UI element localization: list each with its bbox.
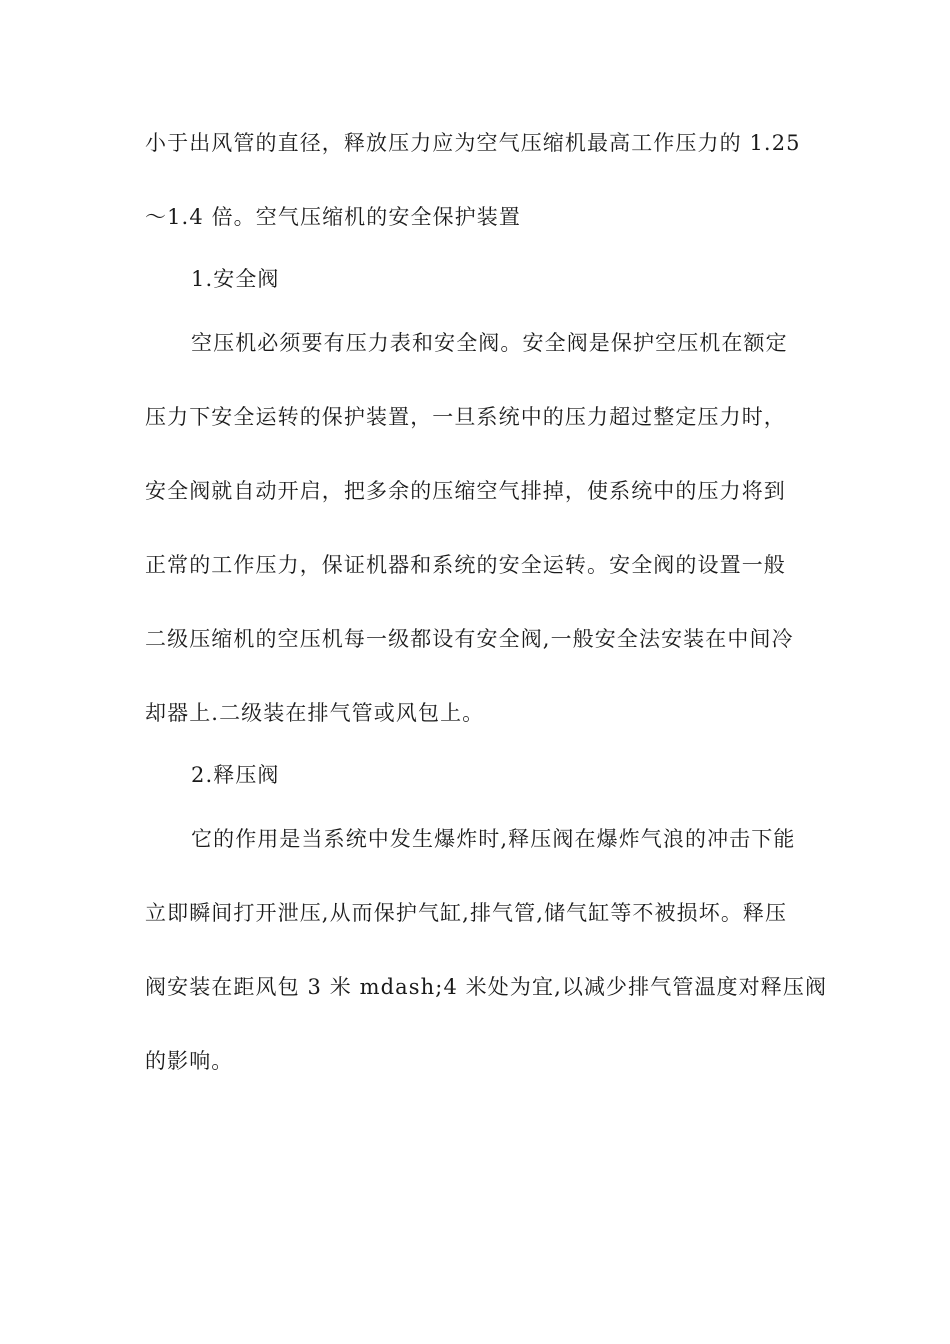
paragraph-line: 小于出风管的直径，释放压力应为空气压缩机最高工作压力的 1.25: [145, 131, 801, 155]
paragraph-line: 立即瞬间打开泄压,从而保护气缸,排气管,储气缸等不被损坏。释压: [145, 901, 788, 925]
paragraph-line: 安全阀就自动开启，把多余的压缩空气排掉，使系统中的压力将到: [145, 479, 786, 503]
document-body: [145, 131, 828, 1073]
paragraph-line: 阀安装在距风包 3 米 mdash;4 米处为宜,以减少排气管温度对释压阀: [145, 975, 828, 999]
section-heading-pressure-relief-valve: 2.释压阀: [191, 763, 280, 787]
paragraph-line: 空压机必须要有压力表和安全阀。安全阀是保护空压机在额定: [191, 331, 788, 355]
paragraph-line: 它的作用是当系统中发生爆炸时,释压阀在爆炸气浪的冲击下能: [191, 827, 796, 851]
paragraph-line: 二级压缩机的空压机每一级都设有安全阀,一般安全法安装在中间冷: [145, 627, 794, 651]
paragraph-line: 却器上.二级装在排气管或风包上。: [145, 701, 485, 725]
paragraph-line: 的影响。: [145, 1049, 234, 1073]
section-heading-safety-valve: 1.安全阀: [191, 267, 280, 291]
paragraph-line: 压力下安全运转的保护装置，一旦系统中的压力超过整定压力时，: [145, 405, 786, 429]
paragraph-line: 正常的工作压力，保证机器和系统的安全运转。安全阀的设置一般: [145, 553, 786, 577]
paragraph-line: ～1.4 倍。空气压缩机的安全保护装置: [145, 205, 521, 229]
